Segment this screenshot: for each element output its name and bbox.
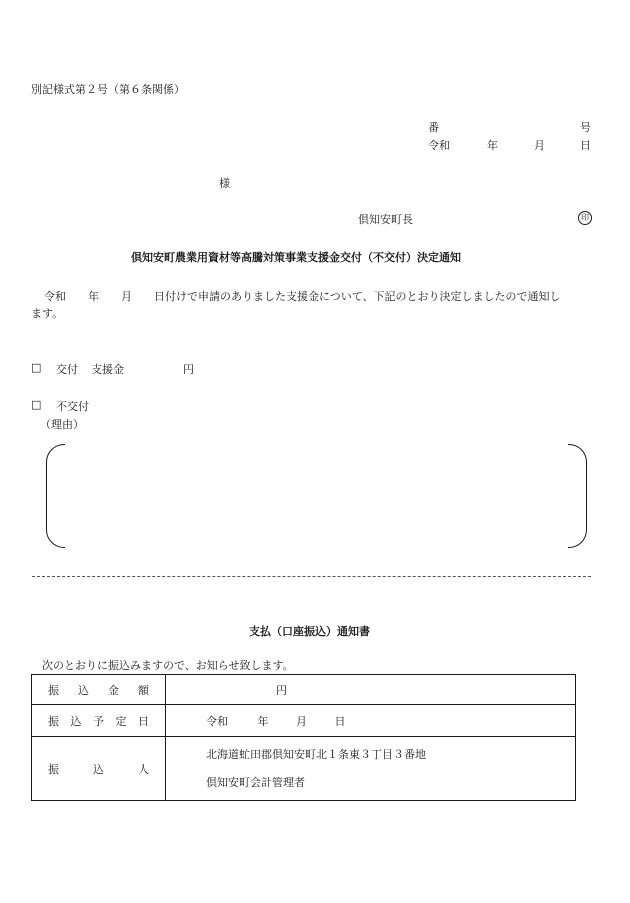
addressee-sama: 様 (219, 177, 230, 190)
stamp-char: 印 (578, 211, 592, 225)
cut-line (32, 576, 591, 577)
notice-title: 倶知安町農業用資材等高騰対策事業支援金交付（不交付）決定通知 (131, 251, 461, 264)
header-go: 号 (580, 121, 591, 134)
form-number: 別記様式第２号（第６条関係） (31, 83, 185, 96)
label-date: 振 込 予 定 日 (32, 705, 166, 737)
label-kofu: 交付 (56, 363, 78, 376)
amount-yen: 円 (276, 683, 287, 697)
table-row (32, 675, 576, 705)
payer-address: 北海道虻田郡倶知安町北１条東３丁目３番地 (206, 747, 426, 761)
payment-title: 支払（口座振込）通知書 (249, 625, 370, 638)
header-ban: 番 (428, 121, 439, 134)
value-payer (166, 737, 576, 801)
header-reiwa: 令和 (428, 139, 450, 152)
issuer: 倶知安町長 (358, 213, 413, 226)
checkbox-kofu[interactable]: □ (31, 361, 42, 374)
value-amount (166, 675, 576, 705)
header-hi: 日 (580, 139, 591, 152)
label-payer: 振 込 人 (32, 737, 166, 801)
header-tsuki: 月 (534, 139, 545, 152)
date-nen: 年 (257, 714, 269, 728)
body-line2: ます。 (31, 307, 64, 320)
date-hi: 日 (334, 714, 346, 728)
reason-bracket-right (568, 444, 587, 548)
payment-table (31, 674, 576, 801)
header-nen: 年 (487, 139, 498, 152)
payment-intro: 次のとおりに振込みますので、お知らせ致します。 (42, 659, 294, 672)
label-amount: 振 込 金 額 (32, 675, 166, 705)
checkbox-fukofu[interactable]: □ (31, 398, 42, 411)
label-en: 円 (183, 363, 194, 376)
label-fukofu: 不交付 (56, 400, 89, 413)
date-tsuki: 月 (296, 714, 307, 728)
reason-bracket-left (46, 444, 65, 548)
table-row (32, 737, 576, 801)
payer-name: 倶知安町会計管理者 (206, 775, 305, 789)
table-row (32, 705, 576, 737)
value-date (166, 705, 576, 737)
label-shienkin: 支援金 (91, 363, 124, 376)
date-reiwa: 令和 (206, 714, 228, 728)
label-riyu: （理由） (40, 418, 84, 431)
body-line1: 令和 年 月 日付けで申請のありました支援金について、下記のとおり決定しましたので通知し (44, 290, 561, 303)
seal-icon (578, 210, 592, 225)
